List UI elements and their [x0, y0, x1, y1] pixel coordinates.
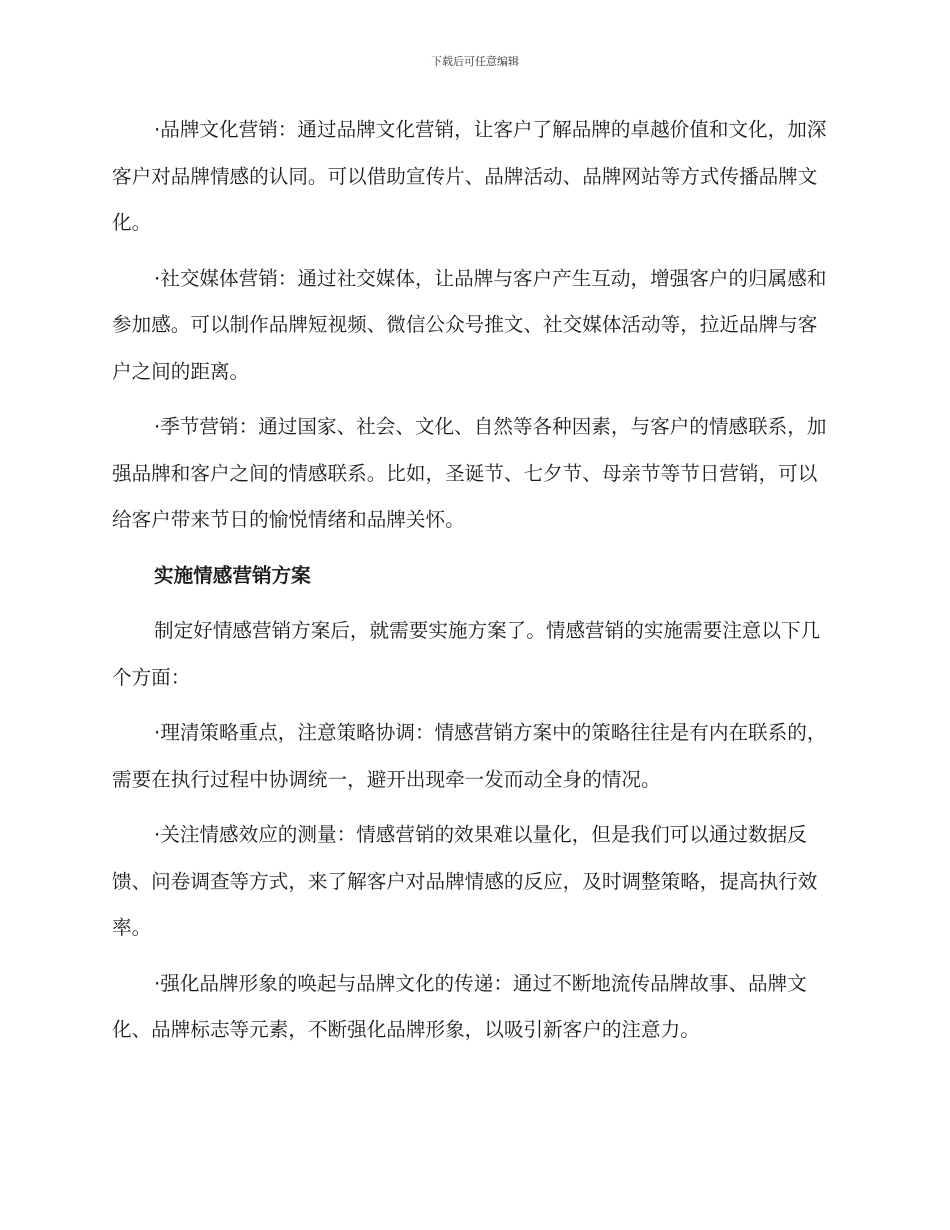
section-heading: 实施情感营销方案 [154, 563, 311, 587]
paragraph-intro: 制定好情感营销方案后，就需要实施方案了。情感营销的实施需要注意以下几个方面： [112, 619, 821, 689]
paragraph-strategy-coordination: ·理清策略重点，注意策略协调：情感营销方案中的策略往往是有内在联系的，需要在执行过程中协调统一，避开出现牵一发而动全身的情况。 [112, 721, 827, 791]
paragraph-brand-culture-marketing: ·品牌文化营销：通过品牌文化营销，让客户了解品牌的卓越价值和文化，加深客户对品牌情感的认同。可以借助宣传片、品牌活动、品牌网站等方式传播品牌文化。 [112, 118, 827, 234]
paragraph-brand-image: ·强化品牌形象的唤起与品牌文化的传递：通过不断地流传品牌故事、品牌文化、品牌标志等元素，不断强化品牌形象，以吸引新客户的注意力。 [112, 971, 807, 1041]
paragraph-social-media-marketing: ·社交媒体营销：通过社交媒体，让品牌与客户产生互动，增强客户的归属感和参加感。可以制作品牌短视频、微信公众号推文、社交媒体活动等，拉近品牌与客户之间的距离。 [112, 266, 827, 383]
paragraph-seasonal-marketing: ·季节营销：通过国家、社会、文化、自然等各种因素，与客户的情感联系，加强品牌和客户之间的情感联系。比如，圣诞节、七夕节、母亲节等节日营销，可以给客户带来节日的愉悦情绪和品牌关怀。 [112, 415, 827, 531]
paragraph-effect-measurement: ·关注情感效应的测量：情感营销的效果难以量化，但是我们可以通过数据反馈、问卷调查等方式，来了解客户对品牌情感的反应，及时调整策略，提高执行效率。 [112, 823, 818, 939]
page-header: 下载后可任意编辑 [431, 55, 519, 68]
document-body [112, 107, 834, 1063]
